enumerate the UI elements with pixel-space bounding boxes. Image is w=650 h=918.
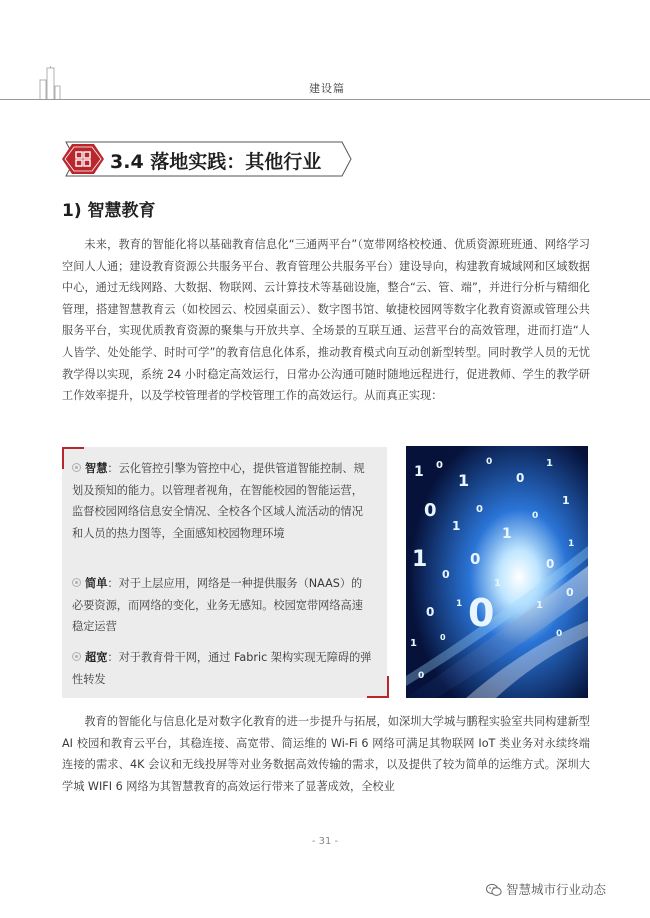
svg-text:0: 0 — [556, 629, 563, 639]
svg-text:0: 0 — [546, 557, 555, 571]
svg-text:0: 0 — [424, 500, 437, 521]
item-text: ：对于上层应用，网络是一种提供服务（NAAS）的必要资源，而网络的变化，业务无感知。校园宽带网络高速稳定运营 — [72, 577, 363, 634]
corner-accent — [367, 696, 389, 698]
svg-text:1: 1 — [546, 458, 553, 469]
section-label: 建设篇 — [309, 82, 345, 95]
subheading: 1) 智慧教育 — [62, 201, 156, 221]
svg-text:0: 0 — [436, 460, 443, 471]
svg-text:0: 0 — [440, 633, 446, 642]
svg-text:1: 1 — [412, 547, 428, 572]
body-paragraph-1: 未来，教育的智能化将以基础教育信息化“三通两平台”（宽带网络校校通、优质资源班班通、网络学习空间人人通；建设教育资源公共服务平台、教育管理公共服务平台）建设导向，构建教育城域网和区域数据中心，通过无线网路、大数据、物联网、云计算技术等基础设施，整合“云、管、端”，并进行分析与精细化管理，搭建智慧教育云（如校园云、校园桌面云）、数字图书馆、敏捷校园网等数字化教育资源或管理公共服务平台，实现优质教育资源的聚集与开放共享、全场景的互联互通、运营平台的高效管理，进而打造“人人皆学、处处能学、时时可学”的教育信息化体系，推动教育模式向互动创新型转型。同时教学人员的无忧教学得以实现，系统 24 小时稳定高效运行，日常办公沟通可随时随地远程进行，促进教师、学生的教学研工作效率提升，以及学校管理者的学校管理工作的高效运行。从而真正实现： — [62, 238, 590, 403]
info-item-smart — [72, 458, 372, 544]
section-banner — [60, 141, 352, 177]
body-paragraph-2: 教育的智能化与信息化是对数字化教育的进一步提升与拓展，如深圳大学城与鹏程实验室共同构建新型 AI 校园和教育云平台，其稳连接、高宽带、简运维的 Wi-Fi 6 网络可满足其物联网 IoT 类业务对永续终端连接的需求、4K 会议和无线投屏等对业务数据高效传输的需求，以及提供了较为简单的运维方式。深圳大学城 WIFI 6 网络为其智慧教育的高效运行带来了显著成效，全校业 — [62, 715, 590, 793]
corner-accent — [62, 447, 64, 469]
svg-text:0: 0 — [516, 471, 525, 485]
item-label: 智慧 — [85, 462, 108, 475]
bullet-icon — [72, 463, 81, 472]
bullet-icon — [72, 652, 81, 661]
binary-tunnel-image — [406, 446, 588, 698]
svg-text:0: 0 — [426, 605, 435, 619]
svg-text:1: 1 — [452, 519, 461, 533]
svg-text:0: 0 — [442, 568, 450, 581]
item-text: ：云化管控引擎为管控中心，提供管道智能控制、规划及预知的能力。以管理者视角，在智能校园的智能运营，监督校园网络信息安全情况、全校各个区域人流活动的情况和人员的热力图等，全面感知校园物理环境 — [72, 462, 365, 540]
svg-text:1: 1 — [458, 471, 470, 490]
svg-text:1: 1 — [568, 539, 575, 549]
item-label: 简单 — [85, 577, 108, 590]
watermark — [486, 880, 606, 900]
svg-text:0: 0 — [486, 457, 493, 467]
svg-text:0: 0 — [532, 511, 539, 521]
item-text: ：对于教育骨干网，通过 Fabric 架构实现无障碍的弹性转发 — [72, 651, 372, 686]
info-item-simple — [72, 573, 372, 638]
building-logo-icon — [36, 66, 62, 100]
wechat-icon — [486, 883, 502, 900]
svg-text:1: 1 — [562, 494, 570, 507]
svg-text:1: 1 — [502, 526, 512, 542]
svg-text:1: 1 — [456, 599, 463, 609]
section-title: 3.4 落地实践：其他行业 — [110, 151, 322, 173]
svg-text:0: 0 — [476, 504, 483, 515]
svg-text:1: 1 — [410, 638, 417, 649]
svg-text:0: 0 — [470, 550, 481, 568]
page-number: - 31 - — [311, 836, 339, 847]
bullet-icon — [72, 578, 81, 587]
info-item-ultra-wide — [72, 647, 372, 690]
item-label: 超宽 — [85, 651, 108, 664]
corner-accent — [62, 447, 84, 449]
svg-text:0: 0 — [418, 671, 425, 681]
header-divider — [0, 99, 650, 100]
svg-text:1: 1 — [494, 578, 501, 589]
corner-accent — [387, 676, 389, 698]
watermark-text: 智慧城市行业动态 — [506, 882, 607, 897]
svg-text:1: 1 — [414, 464, 424, 480]
svg-text:1: 1 — [536, 600, 543, 611]
svg-text:0: 0 — [468, 591, 495, 635]
svg-text:0: 0 — [566, 586, 574, 599]
